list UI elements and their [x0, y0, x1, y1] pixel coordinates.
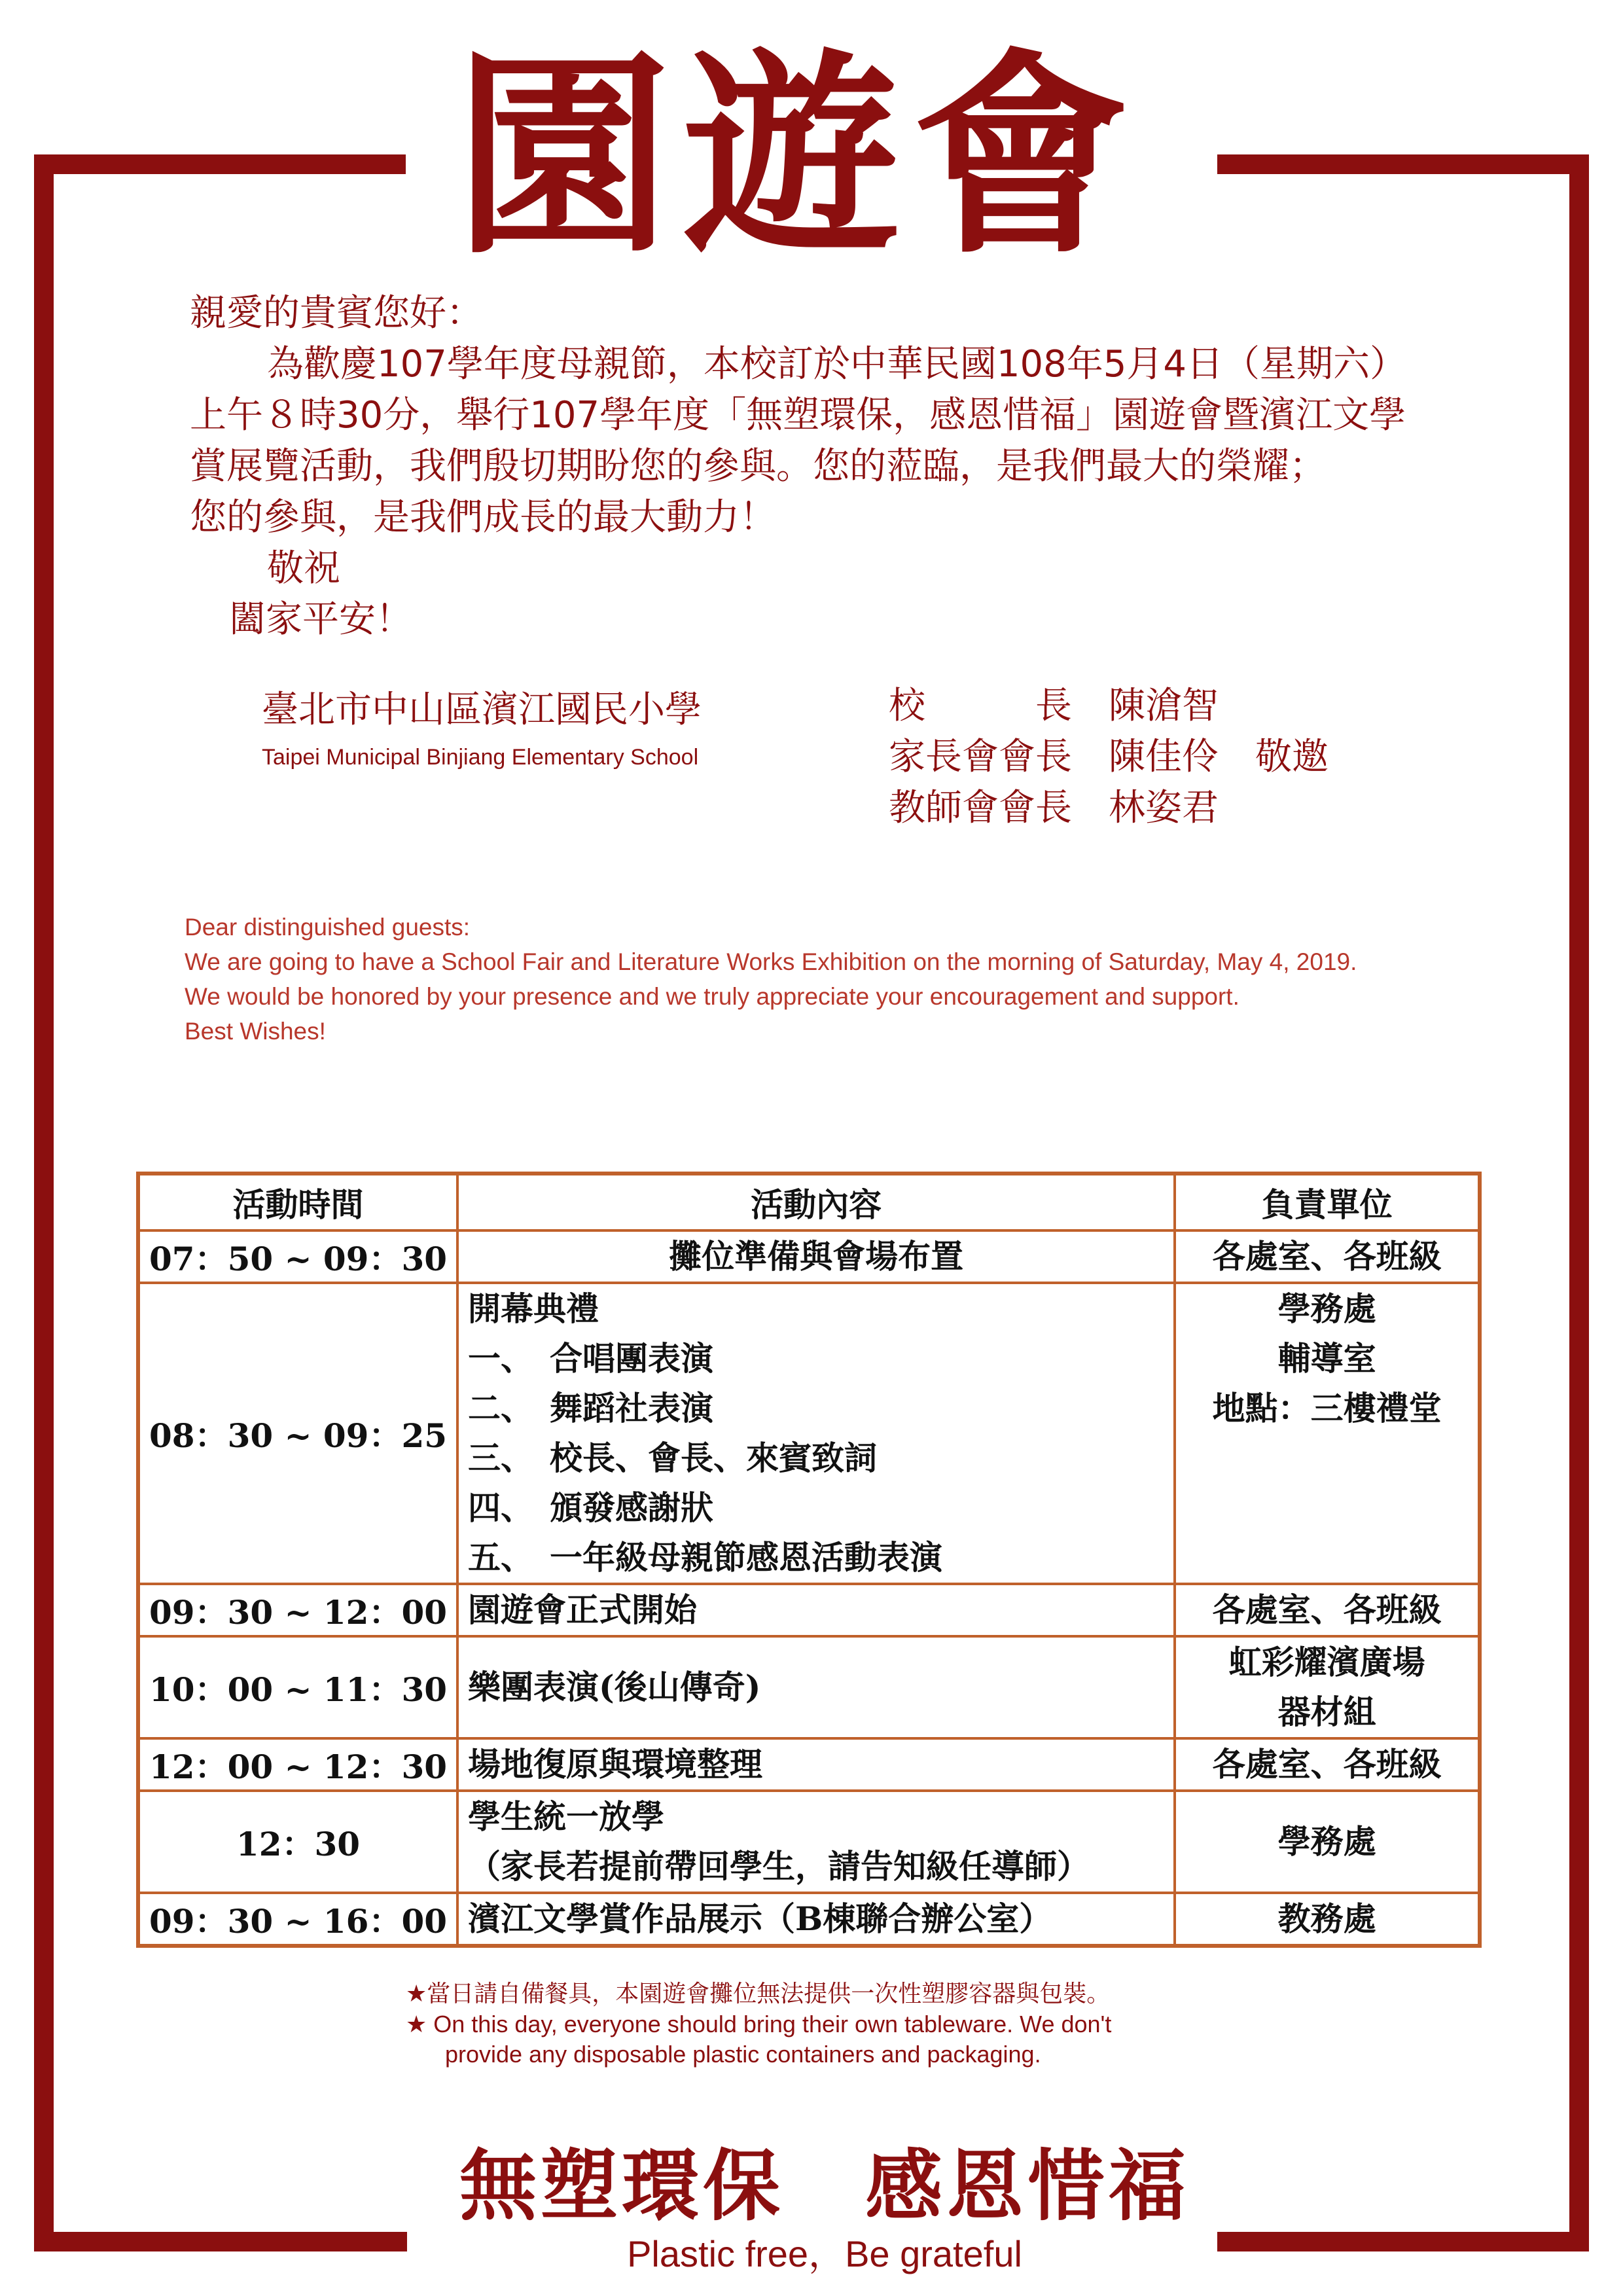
english-line: Dear distinguished guests: — [185, 914, 471, 941]
table-row — [138, 1791, 1480, 1893]
invitation-letter — [190, 288, 1466, 645]
activity-cell: 濱江文學賞作品展示（B棟聯合辦公室） — [457, 1893, 1175, 1946]
signer-principal: 校 長 陳滄智 — [889, 685, 1219, 727]
school-name-en: Taipei Municipal Binjiang Elementary School — [262, 745, 699, 770]
note-en — [406, 2009, 1111, 2070]
table-row — [138, 1584, 1480, 1636]
time-cell: 07：50 ~ 09：30 — [138, 1230, 457, 1283]
letter-line: 為歡慶107學年度母親節，本校訂於中華民國108年5月4日（星期六） — [267, 343, 1407, 386]
english-line: We would be honored by your presence and we truly appreciate your encouragement and support. — [185, 983, 1240, 1010]
table-row — [138, 1636, 1480, 1738]
table-row — [138, 1893, 1480, 1946]
unit-cell: 各處室、各班級 — [1175, 1230, 1480, 1283]
activity-cell: 開幕典禮 一、 合唱團表演 二、 舞蹈社表演 三、 校長、會長、來賓致詞 四、 頒發感謝狀 五、 一年級母親節感恩活動表演 — [457, 1283, 1175, 1584]
letter-line: 上午８時30分，舉行107學年度「無塑環保，感恩惜福」園遊會暨濱江文學 — [190, 394, 1406, 437]
signer-teachers: 教師會會長 林姿君 — [889, 787, 1219, 829]
activity-cell: 園遊會正式開始 — [457, 1584, 1175, 1636]
unit-cell: 學務處 — [1175, 1791, 1480, 1893]
frame-right — [1569, 154, 1589, 2251]
letter-line: 賞展覽活動，我們殷切期盼您的參與。您的蒞臨，是我們最大的榮耀； — [190, 445, 1326, 488]
slogan-zh: 無塑環保 感恩惜福 — [459, 2141, 1190, 2231]
frame-top-left — [34, 154, 406, 174]
frame-left — [34, 154, 54, 2251]
activity-cell: 場地復原與環境整理 — [457, 1738, 1175, 1791]
frame-bottom-left — [34, 2232, 407, 2251]
activity-cell: 學生統一放學 （家長若提前帶回學生，請告知級任導師） — [457, 1791, 1175, 1893]
greeting: 親愛的貴賓您好： — [190, 292, 483, 334]
signer-pta: 家長會會長 陳佳伶 敬邀 — [889, 736, 1329, 778]
time-cell: 10：00 ~ 11：30 — [138, 1636, 457, 1738]
time-cell: 08：30 ~ 09：25 — [138, 1283, 457, 1584]
letter-line: 您的參與，是我們成長的最大動力！ — [190, 496, 776, 539]
time-cell: 12：00 ~ 12：30 — [138, 1738, 457, 1791]
english-line: We are going to have a School Fair and Literature Works Exhibition on the morning of Saturday, May 4, 2019. — [185, 948, 1357, 975]
frame-bottom-right — [1217, 2232, 1589, 2251]
activity-cell: 樂團表演(後山傳奇) — [457, 1636, 1175, 1738]
header-unit: 負責單位 — [1175, 1174, 1480, 1230]
header-time: 活動時間 — [138, 1174, 457, 1230]
note-zh: ★當日請自備餐具，本園遊會攤位無法提供一次性塑膠容器與包裝。 — [406, 1981, 1111, 2007]
unit-cell: 虹彩耀濱廣場 器材組 — [1175, 1636, 1480, 1738]
school-name-zh: 臺北市中山區濱江國民小學 — [262, 689, 702, 731]
table-row — [138, 1283, 1480, 1584]
activity-cell: 攤位準備與會場布置 — [457, 1230, 1175, 1283]
unit-cell: 教務處 — [1175, 1893, 1480, 1946]
schedule-table — [136, 1172, 1482, 1948]
table-header-row — [138, 1174, 1480, 1230]
english-letter — [185, 910, 1493, 1049]
unit-cell: 學務處 輔導室 地點：三樓禮堂 — [1175, 1283, 1480, 1584]
wish: 敬祝 — [267, 547, 340, 590]
note-en-line: provide any disposable plastic containers and packaging. — [445, 2041, 1041, 2068]
time-cell: 09：30 ~ 12：00 — [138, 1584, 457, 1636]
time-cell: 12：30 — [138, 1791, 457, 1893]
page-title: 園遊會 — [455, 31, 1142, 283]
header-activity: 活動內容 — [457, 1174, 1175, 1230]
english-line: Best Wishes! — [185, 1018, 326, 1045]
signers — [889, 681, 1329, 834]
unit-cell: 各處室、各班級 — [1175, 1738, 1480, 1791]
note-en-line: ★ On this day, everyone should bring their own tableware. We don't — [406, 2011, 1112, 2037]
time-cell: 09：30 ~ 16：00 — [138, 1893, 457, 1946]
frame-top-right — [1217, 154, 1589, 174]
table-row — [138, 1738, 1480, 1791]
unit-cell: 各處室、各班級 — [1175, 1584, 1480, 1636]
table-row — [138, 1230, 1480, 1283]
slogan-en: Plastic free，Be grateful — [627, 2233, 1022, 2274]
blessing: 闔家平安！ — [229, 598, 412, 641]
